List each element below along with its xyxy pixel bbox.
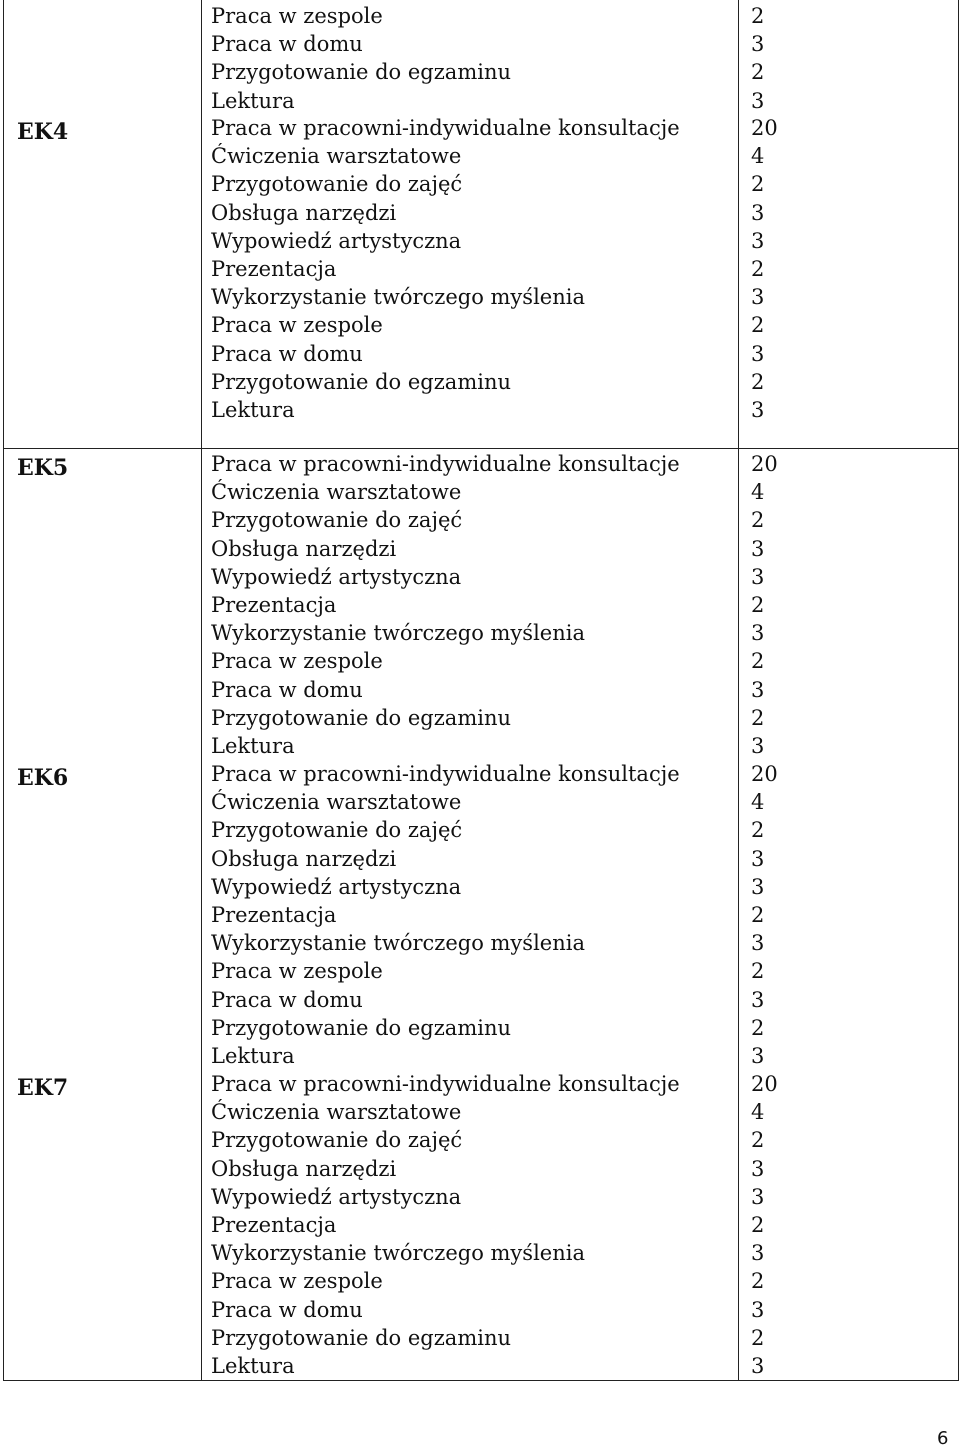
hours-value: 3 <box>751 398 765 423</box>
activity-item: Praca w pracowni-indywidualne konsultacje <box>211 1072 680 1096</box>
hours-value: 3 <box>751 734 765 759</box>
hours-value: 3 <box>751 874 765 899</box>
activity-item: Praca w pracowni-indywidualne konsultacje <box>211 116 680 140</box>
table-vertical-rule <box>3 0 4 1380</box>
hours-cell <box>738 758 959 1068</box>
activity-list-cell <box>201 758 738 1068</box>
hours-value: 4 <box>751 144 765 169</box>
hours-value: 3 <box>751 32 765 57</box>
hours-value: 4 <box>751 480 765 505</box>
activity-list-cell <box>201 112 738 448</box>
activity-item: Przygotowanie do zajęć <box>211 172 463 197</box>
hours-value: 2 <box>751 257 765 282</box>
table-row <box>3 112 959 448</box>
outcome-code: EK7 <box>17 1075 69 1101</box>
hours-value: 2 <box>751 705 765 730</box>
hours-value: 3 <box>751 88 765 113</box>
table-row <box>3 448 959 758</box>
activity-item: Lektura <box>211 1354 295 1379</box>
activity-item: Wykorzystanie twórczego myślenia <box>211 285 585 310</box>
outcome-code-cell <box>3 112 201 448</box>
table-horizontal-rule <box>3 448 959 449</box>
activity-list-cell <box>201 1068 738 1380</box>
activity-item: Obsługa narzędzi <box>211 200 397 225</box>
hours-value: 2 <box>751 903 765 928</box>
hours-value: 2 <box>751 1325 765 1350</box>
outcome-code-cell <box>3 0 201 112</box>
activity-item: Wypowiedź artystyczna <box>211 228 462 253</box>
activity-item: Praca w zespole <box>211 1269 383 1294</box>
activity-item: Przygotowanie do egzaminu <box>211 705 511 730</box>
activity-item: Praca w domu <box>211 1297 363 1322</box>
activity-item: Ćwiczenia warsztatowe <box>211 144 462 169</box>
activity-item: Ćwiczenia warsztatowe <box>211 1100 462 1125</box>
outcome-code-cell <box>3 448 201 758</box>
hours-value: 4 <box>751 790 765 815</box>
activity-item: Prezentacja <box>211 593 337 618</box>
activity-item: Praca w domu <box>211 677 363 702</box>
activity-item: Wykorzystanie twórczego myślenia <box>211 1241 585 1266</box>
hours-value: 3 <box>751 564 765 589</box>
hours-value: 2 <box>751 4 765 28</box>
activity-item: Przygotowanie do egzaminu <box>211 1015 511 1040</box>
table-row <box>3 0 959 112</box>
hours-value: 3 <box>751 200 765 225</box>
table-horizontal-rule <box>3 1380 959 1381</box>
activity-item: Lektura <box>211 734 295 759</box>
hours-value: 2 <box>751 649 765 674</box>
activity-item: Prezentacja <box>211 1213 337 1238</box>
hours-value: 3 <box>751 987 765 1012</box>
table-row <box>3 758 959 1068</box>
activity-item: Praca w domu <box>211 987 363 1012</box>
hours-value: 2 <box>751 593 765 618</box>
hours-value: 3 <box>751 1354 765 1379</box>
hours-value: 3 <box>751 846 765 871</box>
hours-cell <box>738 0 959 112</box>
hours-value: 2 <box>751 60 765 85</box>
table-vertical-rule <box>738 0 739 1380</box>
activity-item: Praca w zespole <box>211 959 383 984</box>
activity-item: Praca w pracowni-indywidualne konsultacje <box>211 762 680 786</box>
hours-value: 3 <box>751 536 765 561</box>
hours-value: 2 <box>751 172 765 197</box>
table-row <box>3 1068 959 1380</box>
hours-value: 3 <box>751 1044 765 1069</box>
page-number: 6 <box>937 1428 949 1449</box>
activity-item: Przygotowanie do egzaminu <box>211 60 511 85</box>
hours-cell <box>738 448 959 758</box>
hours-value: 20 <box>751 762 778 786</box>
outcome-code: EK5 <box>17 455 69 481</box>
hours-value: 2 <box>751 1269 765 1294</box>
activity-item: Wykorzystanie twórczego myślenia <box>211 621 585 646</box>
hours-value: 3 <box>751 1184 765 1209</box>
activity-item: Przygotowanie do zajęć <box>211 818 463 843</box>
hours-value: 3 <box>751 228 765 253</box>
activity-item: Praca w zespole <box>211 313 383 338</box>
hours-value: 2 <box>751 508 765 533</box>
hours-value: 2 <box>751 1128 765 1153</box>
hours-value: 20 <box>751 116 778 140</box>
hours-cell <box>738 1068 959 1380</box>
hours-value: 3 <box>751 341 765 366</box>
hours-value: 2 <box>751 1213 765 1238</box>
outcome-code-cell <box>3 758 201 1068</box>
hours-value: 20 <box>751 452 778 476</box>
activity-item: Przygotowanie do zajęć <box>211 1128 463 1153</box>
activity-item: Obsługa narzędzi <box>211 846 397 871</box>
hours-value: 3 <box>751 677 765 702</box>
activity-list-cell <box>201 0 738 112</box>
table-vertical-rule <box>958 0 959 1380</box>
hours-value: 3 <box>751 285 765 310</box>
hours-value: 3 <box>751 931 765 956</box>
hours-value: 3 <box>751 1156 765 1181</box>
hours-value: 3 <box>751 621 765 646</box>
hours-value: 2 <box>751 959 765 984</box>
activity-item: Prezentacja <box>211 257 337 282</box>
activity-item: Wypowiedź artystyczna <box>211 1184 462 1209</box>
activity-item: Lektura <box>211 88 295 113</box>
outcome-code: EK4 <box>17 119 69 145</box>
activity-item: Praca w domu <box>211 341 363 366</box>
activity-item: Prezentacja <box>211 903 337 928</box>
hours-value: 3 <box>751 1241 765 1266</box>
activity-item: Praca w pracowni-indywidualne konsultacje <box>211 452 680 476</box>
hours-value: 3 <box>751 1297 765 1322</box>
hours-value: 2 <box>751 1015 765 1040</box>
activity-item: Wykorzystanie twórczego myślenia <box>211 931 585 956</box>
outcome-code: EK6 <box>17 765 69 791</box>
activity-item: Praca w zespole <box>211 649 383 674</box>
hours-cell <box>738 112 959 448</box>
activity-item: Ćwiczenia warsztatowe <box>211 480 462 505</box>
hours-value: 2 <box>751 313 765 338</box>
activity-item: Obsługa narzędzi <box>211 1156 397 1181</box>
activity-item: Praca w zespole <box>211 4 383 28</box>
activity-item: Przygotowanie do zajęć <box>211 508 463 533</box>
table-vertical-rule <box>201 0 202 1380</box>
hours-value: 4 <box>751 1100 765 1125</box>
activity-item: Przygotowanie do egzaminu <box>211 1325 511 1350</box>
activity-item: Wypowiedź artystyczna <box>211 564 462 589</box>
activity-item: Lektura <box>211 398 295 423</box>
hours-value: 2 <box>751 818 765 843</box>
activity-list-cell <box>201 448 738 758</box>
outcome-code-cell <box>3 1068 201 1380</box>
activity-item: Wypowiedź artystyczna <box>211 874 462 899</box>
hours-value: 2 <box>751 369 765 394</box>
activity-item: Obsługa narzędzi <box>211 536 397 561</box>
activity-item: Ćwiczenia warsztatowe <box>211 790 462 815</box>
activity-item: Lektura <box>211 1044 295 1069</box>
hours-value: 20 <box>751 1072 778 1096</box>
activity-item: Praca w domu <box>211 32 363 57</box>
activity-item: Przygotowanie do egzaminu <box>211 369 511 394</box>
